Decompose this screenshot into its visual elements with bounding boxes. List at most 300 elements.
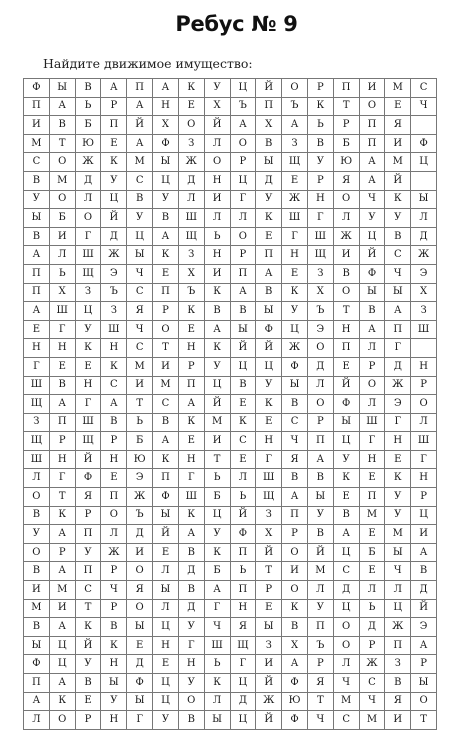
grid-cell[interactable]: Ш	[411, 320, 437, 339]
grid-cell[interactable]: Ы	[153, 153, 179, 172]
grid-cell[interactable]: Л	[24, 711, 50, 730]
grid-cell[interactable]: Щ	[24, 395, 50, 414]
grid-cell[interactable]: Н	[178, 339, 204, 358]
grid-cell[interactable]: В	[24, 562, 50, 581]
grid-cell[interactable]: У	[153, 190, 179, 209]
grid-cell[interactable]: Н	[230, 599, 256, 618]
grid-cell[interactable]: Х	[178, 264, 204, 283]
grid-cell[interactable]: К	[153, 450, 179, 469]
grid-cell[interactable]: У	[75, 320, 101, 339]
grid-cell[interactable]: Й	[75, 636, 101, 655]
grid-cell[interactable]: Ч	[101, 581, 127, 600]
grid-cell[interactable]: С	[127, 339, 153, 358]
grid-cell[interactable]: Е	[333, 357, 359, 376]
grid-cell[interactable]: Л	[359, 395, 385, 414]
grid-cell[interactable]: В	[153, 209, 179, 228]
grid-cell[interactable]: О	[75, 209, 101, 228]
grid-cell[interactable]: А	[178, 395, 204, 414]
grid-cell[interactable]: Ч	[204, 618, 230, 637]
grid-cell[interactable]: А	[153, 79, 179, 98]
grid-cell[interactable]: А	[282, 116, 308, 135]
grid-cell[interactable]: Г	[411, 450, 437, 469]
grid-cell[interactable]: Ф	[24, 79, 50, 98]
grid-cell[interactable]: Ъ	[101, 283, 127, 302]
grid-cell[interactable]: К	[385, 190, 411, 209]
grid-cell[interactable]: Р	[307, 79, 333, 98]
grid-cell[interactable]: Ж	[127, 488, 153, 507]
grid-cell[interactable]: Р	[307, 413, 333, 432]
grid-cell[interactable]: У	[256, 190, 282, 209]
grid-cell[interactable]: Ъ	[127, 506, 153, 525]
grid-cell[interactable]: П	[307, 618, 333, 637]
grid-cell[interactable]: Л	[204, 209, 230, 228]
grid-cell[interactable]: Р	[359, 357, 385, 376]
grid-cell[interactable]: Г	[75, 395, 101, 414]
grid-cell[interactable]: В	[49, 376, 75, 395]
grid-cell[interactable]: П	[359, 488, 385, 507]
grid-cell[interactable]	[411, 339, 437, 358]
grid-cell[interactable]: А	[359, 320, 385, 339]
grid-cell[interactable]: О	[307, 395, 333, 414]
grid-cell[interactable]: О	[24, 543, 50, 562]
grid-cell[interactable]: А	[230, 283, 256, 302]
grid-cell[interactable]: Ы	[333, 413, 359, 432]
grid-cell[interactable]: Т	[127, 395, 153, 414]
grid-cell[interactable]: Е	[256, 599, 282, 618]
grid-cell[interactable]: Ф	[153, 488, 179, 507]
grid-cell[interactable]: Ы	[385, 543, 411, 562]
grid-cell[interactable]: Д	[178, 562, 204, 581]
grid-cell[interactable]: Е	[127, 636, 153, 655]
grid-cell[interactable]: И	[24, 581, 50, 600]
grid-cell[interactable]: М	[49, 581, 75, 600]
grid-cell[interactable]: Ц	[411, 153, 437, 172]
grid-cell[interactable]: Д	[178, 599, 204, 618]
grid-cell[interactable]: В	[385, 674, 411, 693]
grid-cell[interactable]: Р	[230, 153, 256, 172]
grid-cell[interactable]: Ф	[359, 264, 385, 283]
grid-cell[interactable]: У	[75, 543, 101, 562]
grid-cell[interactable]: Р	[178, 357, 204, 376]
grid-cell[interactable]: В	[204, 302, 230, 321]
grid-cell[interactable]: С	[75, 581, 101, 600]
grid-cell[interactable]: О	[359, 97, 385, 116]
grid-cell[interactable]: Н	[101, 450, 127, 469]
grid-cell[interactable]: Ш	[307, 227, 333, 246]
grid-cell[interactable]: Ь	[49, 264, 75, 283]
grid-cell[interactable]: М	[153, 376, 179, 395]
grid-cell[interactable]: А	[385, 302, 411, 321]
grid-cell[interactable]: Л	[49, 246, 75, 265]
grid-cell[interactable]: Ч	[411, 97, 437, 116]
grid-cell[interactable]: Н	[256, 432, 282, 451]
grid-cell[interactable]: И	[49, 227, 75, 246]
grid-cell[interactable]: В	[256, 283, 282, 302]
grid-cell[interactable]: Е	[359, 469, 385, 488]
grid-cell[interactable]: У	[333, 450, 359, 469]
grid-cell[interactable]: Г	[256, 450, 282, 469]
grid-cell[interactable]: Б	[204, 562, 230, 581]
grid-cell[interactable]: З	[282, 134, 308, 153]
grid-cell[interactable]: Е	[49, 357, 75, 376]
grid-cell[interactable]: Ж	[101, 246, 127, 265]
grid-cell[interactable]: Л	[385, 581, 411, 600]
grid-cell[interactable]: Т	[204, 450, 230, 469]
grid-cell[interactable]: Р	[359, 636, 385, 655]
grid-cell[interactable]: О	[333, 283, 359, 302]
grid-cell[interactable]: Я	[282, 450, 308, 469]
grid-cell[interactable]: Й	[204, 116, 230, 135]
grid-cell[interactable]: Ч	[385, 562, 411, 581]
grid-cell[interactable]: Ш	[178, 209, 204, 228]
grid-cell[interactable]: З	[178, 246, 204, 265]
grid-cell[interactable]: У	[75, 655, 101, 674]
grid-cell[interactable]: Н	[333, 320, 359, 339]
grid-cell[interactable]: Ш	[282, 209, 308, 228]
grid-cell[interactable]: О	[178, 692, 204, 711]
grid-cell[interactable]: Д	[307, 357, 333, 376]
grid-cell[interactable]: Р	[411, 376, 437, 395]
grid-cell[interactable]: З	[101, 302, 127, 321]
grid-cell[interactable]: Ц	[230, 674, 256, 693]
grid-cell[interactable]: Г	[230, 190, 256, 209]
grid-cell[interactable]: Ъ	[282, 97, 308, 116]
grid-cell[interactable]: В	[333, 264, 359, 283]
grid-cell[interactable]: З	[256, 506, 282, 525]
grid-cell[interactable]: Ь	[359, 599, 385, 618]
grid-cell[interactable]: А	[49, 562, 75, 581]
grid-cell[interactable]: Д	[101, 227, 127, 246]
grid-cell[interactable]: Б	[333, 134, 359, 153]
grid-cell[interactable]: Ц	[153, 692, 179, 711]
grid-cell[interactable]: В	[178, 581, 204, 600]
grid-cell[interactable]: Х	[256, 116, 282, 135]
grid-cell[interactable]: Н	[101, 339, 127, 358]
grid-cell[interactable]: В	[282, 469, 308, 488]
grid-cell[interactable]: Л	[75, 190, 101, 209]
grid-cell[interactable]: Й	[256, 339, 282, 358]
grid-cell[interactable]: Ж	[359, 655, 385, 674]
grid-cell[interactable]: Е	[230, 395, 256, 414]
grid-cell[interactable]: А	[282, 655, 308, 674]
grid-cell[interactable]: А	[49, 97, 75, 116]
grid-cell[interactable]: Ц	[230, 711, 256, 730]
grid-cell[interactable]: У	[178, 674, 204, 693]
grid-cell[interactable]: Ц	[359, 227, 385, 246]
grid-cell[interactable]: Р	[75, 711, 101, 730]
grid-cell[interactable]: Д	[333, 581, 359, 600]
grid-cell[interactable]: З	[307, 264, 333, 283]
grid-cell[interactable]: Й	[256, 543, 282, 562]
grid-cell[interactable]: О	[24, 488, 50, 507]
grid-cell[interactable]: Ч	[282, 432, 308, 451]
grid-cell[interactable]: П	[230, 581, 256, 600]
grid-cell[interactable]: Ч	[359, 692, 385, 711]
grid-cell[interactable]: Н	[282, 246, 308, 265]
grid-cell[interactable]: М	[24, 599, 50, 618]
grid-cell[interactable]: Л	[307, 581, 333, 600]
grid-cell[interactable]: У	[307, 153, 333, 172]
grid-cell[interactable]: А	[49, 674, 75, 693]
grid-cell[interactable]: Ф	[282, 674, 308, 693]
grid-cell[interactable]: Д	[411, 581, 437, 600]
grid-cell[interactable]: К	[178, 506, 204, 525]
grid-cell[interactable]: П	[24, 674, 50, 693]
grid-cell[interactable]: М	[127, 357, 153, 376]
grid-cell[interactable]: Н	[385, 432, 411, 451]
grid-cell[interactable]: В	[230, 302, 256, 321]
grid-cell[interactable]: Ц	[282, 320, 308, 339]
grid-cell[interactable]: Т	[333, 97, 359, 116]
grid-cell[interactable]: Т	[75, 599, 101, 618]
grid-cell[interactable]: Я	[333, 171, 359, 190]
grid-cell[interactable]: П	[101, 116, 127, 135]
grid-cell[interactable]: Й	[230, 339, 256, 358]
grid-cell[interactable]: К	[178, 413, 204, 432]
grid-cell[interactable]: Д	[411, 227, 437, 246]
grid-cell[interactable]: Н	[204, 246, 230, 265]
grid-cell[interactable]: В	[75, 79, 101, 98]
grid-cell[interactable]: И	[127, 376, 153, 395]
grid-cell[interactable]: М	[127, 153, 153, 172]
grid-cell[interactable]: О	[178, 116, 204, 135]
grid-cell[interactable]: Е	[333, 488, 359, 507]
grid-cell[interactable]: Ц	[204, 376, 230, 395]
grid-cell[interactable]: Е	[24, 320, 50, 339]
grid-cell[interactable]: Ж	[333, 227, 359, 246]
grid-cell[interactable]: Б	[49, 209, 75, 228]
grid-cell[interactable]: У	[307, 599, 333, 618]
grid-cell[interactable]: А	[307, 450, 333, 469]
grid-cell[interactable]: О	[282, 79, 308, 98]
grid-cell[interactable]: Н	[153, 97, 179, 116]
grid-cell[interactable]: Ч	[333, 674, 359, 693]
grid-cell[interactable]: Ц	[101, 190, 127, 209]
grid-cell[interactable]: Э	[127, 469, 153, 488]
grid-cell[interactable]: С	[333, 711, 359, 730]
grid-cell[interactable]: А	[127, 134, 153, 153]
grid-cell[interactable]: Е	[359, 525, 385, 544]
grid-cell[interactable]: М	[49, 171, 75, 190]
grid-cell[interactable]: З	[75, 283, 101, 302]
grid-cell[interactable]: Ш	[49, 302, 75, 321]
grid-cell[interactable]: А	[411, 636, 437, 655]
grid-cell[interactable]: Р	[49, 543, 75, 562]
grid-cell[interactable]: Й	[256, 711, 282, 730]
grid-cell[interactable]: Ч	[127, 264, 153, 283]
grid-cell[interactable]: П	[333, 339, 359, 358]
grid-cell[interactable]: Ы	[153, 506, 179, 525]
grid-cell[interactable]: Я	[385, 116, 411, 135]
grid-cell[interactable]: Ф	[127, 674, 153, 693]
grid-cell[interactable]: Э	[385, 395, 411, 414]
grid-cell[interactable]: Х	[307, 283, 333, 302]
grid-cell[interactable]: О	[230, 227, 256, 246]
grid-cell[interactable]: С	[230, 432, 256, 451]
grid-cell[interactable]: Р	[256, 581, 282, 600]
grid-cell[interactable]: Х	[153, 116, 179, 135]
grid-cell[interactable]: И	[385, 134, 411, 153]
grid-cell[interactable]: В	[178, 711, 204, 730]
grid-cell[interactable]: Ы	[256, 618, 282, 637]
grid-cell[interactable]: У	[127, 209, 153, 228]
grid-cell[interactable]: В	[256, 134, 282, 153]
grid-cell[interactable]: Г	[49, 469, 75, 488]
grid-cell[interactable]: К	[204, 283, 230, 302]
grid-cell[interactable]: Р	[101, 97, 127, 116]
grid-cell[interactable]: Ы	[385, 283, 411, 302]
grid-cell[interactable]: Д	[359, 618, 385, 637]
grid-cell[interactable]: У	[385, 209, 411, 228]
grid-cell[interactable]: Г	[307, 209, 333, 228]
grid-cell[interactable]: Р	[333, 116, 359, 135]
grid-cell[interactable]: О	[333, 618, 359, 637]
grid-cell[interactable]: Ц	[153, 618, 179, 637]
grid-cell[interactable]: Р	[101, 432, 127, 451]
grid-cell[interactable]: С	[127, 283, 153, 302]
grid-cell[interactable]: В	[282, 395, 308, 414]
grid-cell[interactable]: Й	[307, 543, 333, 562]
grid-cell[interactable]: Н	[307, 190, 333, 209]
grid-cell[interactable]: С	[24, 153, 50, 172]
grid-cell[interactable]: Н	[101, 711, 127, 730]
grid-cell[interactable]: Й	[204, 395, 230, 414]
grid-cell[interactable]: Ц	[333, 432, 359, 451]
grid-cell[interactable]: Щ	[230, 636, 256, 655]
grid-cell[interactable]: Б	[127, 432, 153, 451]
grid-cell[interactable]: О	[230, 134, 256, 153]
grid-cell[interactable]: Я	[385, 692, 411, 711]
grid-cell[interactable]: Ш	[178, 488, 204, 507]
grid-cell[interactable]: Х	[49, 283, 75, 302]
grid-cell[interactable]: К	[204, 674, 230, 693]
grid-cell[interactable]: Й	[385, 171, 411, 190]
grid-cell[interactable]: Ц	[411, 506, 437, 525]
grid-cell[interactable]: Р	[307, 171, 333, 190]
grid-cell[interactable]: К	[282, 599, 308, 618]
grid-cell[interactable]: К	[178, 302, 204, 321]
grid-cell[interactable]: Й	[359, 246, 385, 265]
grid-cell[interactable]: М	[385, 79, 411, 98]
grid-cell[interactable]: П	[307, 432, 333, 451]
grid-cell[interactable]: П	[49, 413, 75, 432]
grid-cell[interactable]: А	[49, 525, 75, 544]
grid-cell[interactable]: Ш	[101, 320, 127, 339]
grid-cell[interactable]: С	[153, 395, 179, 414]
grid-cell[interactable]: Ъ	[230, 97, 256, 116]
grid-cell[interactable]: А	[230, 116, 256, 135]
grid-cell[interactable]: Ы	[153, 581, 179, 600]
grid-cell[interactable]: С	[359, 674, 385, 693]
grid-cell[interactable]: Я	[127, 302, 153, 321]
grid-cell[interactable]: А	[178, 525, 204, 544]
grid-cell[interactable]: Ы	[282, 376, 308, 395]
grid-cell[interactable]: Ж	[75, 153, 101, 172]
grid-cell[interactable]: У	[24, 190, 50, 209]
grid-cell[interactable]: Б	[359, 543, 385, 562]
grid-cell[interactable]	[411, 171, 437, 190]
grid-cell[interactable]: И	[411, 525, 437, 544]
grid-cell[interactable]: П	[24, 283, 50, 302]
grid-cell[interactable]: Н	[153, 636, 179, 655]
grid-cell[interactable]: З	[256, 636, 282, 655]
grid-cell[interactable]: У	[385, 488, 411, 507]
grid-cell[interactable]: Р	[411, 488, 437, 507]
grid-cell[interactable]: Н	[359, 450, 385, 469]
grid-cell[interactable]: С	[101, 376, 127, 395]
grid-cell[interactable]: Е	[153, 655, 179, 674]
grid-cell[interactable]: Г	[178, 636, 204, 655]
grid-cell[interactable]: У	[359, 209, 385, 228]
grid-cell[interactable]: Щ	[178, 227, 204, 246]
grid-cell[interactable]: Э	[101, 264, 127, 283]
grid-cell[interactable]: А	[49, 395, 75, 414]
grid-cell[interactable]: Ц	[230, 171, 256, 190]
grid-cell[interactable]: Г	[385, 339, 411, 358]
grid-cell[interactable]: О	[49, 190, 75, 209]
grid-cell[interactable]: К	[230, 413, 256, 432]
grid-cell[interactable]: Е	[153, 543, 179, 562]
grid-cell[interactable]: В	[359, 302, 385, 321]
grid-cell[interactable]: Ц	[49, 636, 75, 655]
grid-cell[interactable]: Н	[24, 339, 50, 358]
grid-cell[interactable]: Г	[24, 357, 50, 376]
grid-cell[interactable]: У	[307, 506, 333, 525]
grid-cell[interactable]: П	[256, 97, 282, 116]
grid-cell[interactable]: Ц	[204, 506, 230, 525]
grid-cell[interactable]: Щ	[282, 153, 308, 172]
grid-cell[interactable]: Ж	[385, 618, 411, 637]
grid-cell[interactable]: Х	[204, 97, 230, 116]
grid-cell[interactable]: В	[101, 413, 127, 432]
grid-cell[interactable]: Й	[101, 209, 127, 228]
grid-cell[interactable]: А	[411, 543, 437, 562]
grid-cell[interactable]: Ч	[359, 190, 385, 209]
grid-cell[interactable]: Г	[385, 413, 411, 432]
grid-cell[interactable]: Ц	[333, 599, 359, 618]
grid-cell[interactable]: С	[411, 79, 437, 98]
grid-cell[interactable]: Ш	[256, 469, 282, 488]
grid-cell[interactable]: Ф	[230, 525, 256, 544]
grid-cell[interactable]: Ц	[153, 171, 179, 190]
grid-cell[interactable]: У	[178, 618, 204, 637]
grid-cell[interactable]: Д	[127, 655, 153, 674]
grid-cell[interactable]: Б	[204, 488, 230, 507]
grid-cell[interactable]: З	[385, 655, 411, 674]
grid-cell[interactable]: К	[153, 246, 179, 265]
grid-cell[interactable]: Ю	[75, 134, 101, 153]
grid-cell[interactable]: К	[333, 469, 359, 488]
grid-cell[interactable]: Е	[75, 357, 101, 376]
grid-cell[interactable]: Ч	[307, 711, 333, 730]
grid-cell[interactable]: Т	[411, 711, 437, 730]
grid-cell[interactable]: Ы	[204, 711, 230, 730]
grid-cell[interactable]: Х	[282, 636, 308, 655]
grid-cell[interactable]: Р	[101, 599, 127, 618]
grid-cell[interactable]: О	[49, 711, 75, 730]
grid-cell[interactable]: Ц	[230, 79, 256, 98]
grid-cell[interactable]: З	[411, 302, 437, 321]
grid-cell[interactable]: О	[411, 692, 437, 711]
grid-cell[interactable]: Е	[359, 562, 385, 581]
grid-cell[interactable]: Щ	[256, 488, 282, 507]
grid-cell[interactable]: Ь	[230, 562, 256, 581]
grid-cell[interactable]: Ы	[24, 636, 50, 655]
grid-cell[interactable]: Й	[127, 116, 153, 135]
grid-cell[interactable]: Ц	[75, 302, 101, 321]
grid-cell[interactable]: К	[101, 357, 127, 376]
grid-cell[interactable]: Ь	[127, 413, 153, 432]
